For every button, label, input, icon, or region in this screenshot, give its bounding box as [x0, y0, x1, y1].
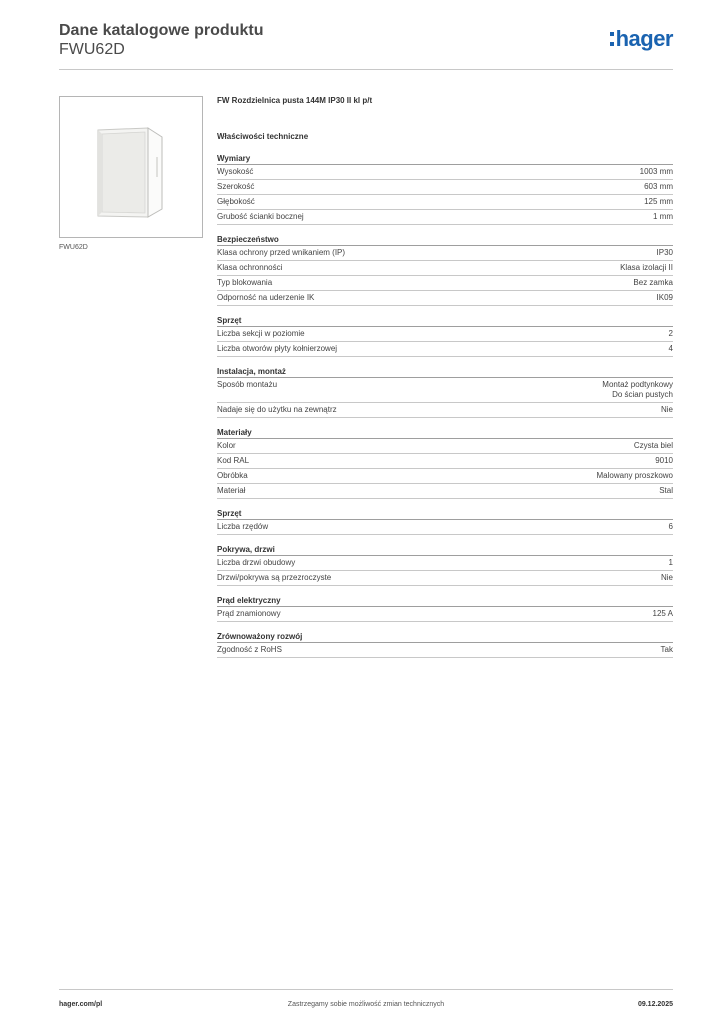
product-code: FWU62D	[59, 41, 125, 58]
spec-label: Kod RAL	[217, 456, 250, 465]
spec-value	[602, 380, 673, 400]
spec-value-line: 2	[668, 329, 673, 338]
spec-row	[217, 291, 673, 306]
spec-value	[661, 573, 673, 583]
spec-value-line: Stal	[659, 486, 673, 495]
product-image	[59, 96, 203, 238]
spec-row	[217, 195, 673, 210]
spec-section	[217, 153, 673, 225]
spec-row	[217, 403, 673, 418]
specs-sections	[217, 153, 673, 658]
spec-value	[669, 522, 673, 532]
spec-section	[217, 631, 673, 658]
spec-value-line: 603 mm	[644, 182, 673, 191]
spec-value-line: IP30	[656, 248, 673, 257]
spec-value	[669, 558, 673, 568]
spec-value	[634, 441, 673, 451]
spec-value-line: Montaż podtynkowy	[602, 380, 673, 389]
spec-value-line: Nie	[660, 405, 673, 414]
spec-value-line: 9010	[655, 456, 673, 465]
spec-label: Liczba drzwi obudowy	[217, 558, 296, 567]
spec-value	[661, 405, 673, 415]
spec-row	[217, 378, 673, 403]
spec-label: Materiał	[217, 486, 246, 495]
spec-row	[217, 484, 673, 499]
spec-value	[669, 344, 673, 354]
spec-value	[644, 197, 673, 207]
spec-value	[661, 645, 673, 655]
spec-row	[217, 571, 673, 586]
spec-row	[217, 180, 673, 195]
cabinet-illustration	[60, 97, 202, 237]
spec-label: Nadaje się do użytku na zewnątrz	[217, 405, 337, 414]
spec-row	[217, 246, 673, 261]
section-title: Bezpieczeństwo	[217, 234, 673, 246]
spec-section	[217, 315, 673, 357]
spec-label: Klasa ochrony przed wnikaniem (IP)	[217, 248, 346, 257]
spec-value	[669, 329, 673, 339]
spec-value-line: Nie	[660, 573, 673, 582]
spec-label: Liczba sekcji w poziomie	[217, 329, 305, 338]
spec-label: Prąd znamionowy	[217, 609, 281, 618]
spec-row	[217, 327, 673, 342]
spec-value	[659, 486, 673, 496]
spec-label: Klasa ochronności	[217, 263, 283, 272]
spec-value	[620, 263, 673, 273]
logo-dots-icon	[610, 32, 614, 46]
spec-label: Szerokość	[217, 182, 255, 191]
section-title: Materiały	[217, 427, 673, 439]
spec-value-line: IK09	[656, 293, 673, 302]
spec-section	[217, 508, 673, 535]
spec-value-line: 4	[668, 344, 673, 353]
spec-row	[217, 165, 673, 180]
spec-label: Liczba otworów płyty kołnierzowej	[217, 344, 338, 353]
spec-row	[217, 556, 673, 571]
spec-label: Drzwi/pokrywa są przezroczyste	[217, 573, 332, 582]
spec-value-line: Malowany proszkowo	[596, 471, 673, 480]
spec-value	[653, 212, 673, 222]
section-title: Instalacja, montaż	[217, 366, 673, 378]
spec-section	[217, 544, 673, 586]
spec-row	[217, 261, 673, 276]
section-title: Prąd elektryczny	[217, 595, 673, 607]
section-title: Sprzęt	[217, 508, 673, 520]
spec-value-line: Czysta biel	[633, 441, 673, 450]
spec-section	[217, 234, 673, 306]
spec-row	[217, 607, 673, 622]
spec-label: Głębokość	[217, 197, 255, 206]
spec-value	[597, 471, 673, 481]
product-details	[217, 96, 673, 667]
spec-value	[657, 248, 673, 258]
spec-label: Wysokość	[217, 167, 254, 176]
spec-label: Odporność na uderzenie IK	[217, 293, 315, 302]
spec-section	[217, 427, 673, 499]
spec-section	[217, 595, 673, 622]
spec-value	[657, 293, 673, 303]
spec-row	[217, 439, 673, 454]
spec-row	[217, 210, 673, 225]
spec-value-line: Tak	[660, 645, 673, 654]
image-caption: FWU62D	[59, 244, 88, 251]
spec-value	[633, 278, 673, 288]
section-title: Wymiary	[217, 153, 673, 165]
section-title: Sprzęt	[217, 315, 673, 327]
spec-label: Kolor	[217, 441, 236, 450]
spec-value-line: Bez zamka	[633, 278, 673, 287]
spec-value-line: Do ścian pustych	[612, 390, 673, 399]
spec-row	[217, 342, 673, 357]
spec-value	[644, 182, 673, 192]
spec-value	[653, 609, 673, 619]
spec-value-line: 1	[668, 558, 673, 567]
spec-row	[217, 469, 673, 484]
logo-text: hager	[615, 26, 673, 51]
spec-value-line: 1 mm	[653, 212, 673, 221]
product-name: FW Rozdzielnica pusta 144M IP30 II kl p/t	[217, 96, 373, 105]
spec-label: Zgodność z RoHS	[217, 645, 282, 654]
spec-value-line: 6	[668, 522, 673, 531]
spec-value-line: 1003 mm	[639, 167, 673, 176]
spec-label: Grubość ścianki bocznej	[217, 212, 304, 221]
spec-row	[217, 276, 673, 291]
spec-label: Obróbka	[217, 471, 248, 480]
document-title: Dane katalogowe produktu	[59, 22, 264, 39]
hager-logo	[610, 26, 673, 52]
spec-value-line: 125 mm	[644, 197, 673, 206]
technical-properties-heading: Właściwości techniczne	[217, 132, 309, 141]
page-footer	[59, 989, 673, 1013]
spec-row	[217, 520, 673, 535]
spec-row	[217, 454, 673, 469]
page-header	[59, 20, 673, 70]
spec-value	[655, 456, 673, 466]
spec-row	[217, 643, 673, 658]
spec-label: Liczba rzędów	[217, 522, 269, 531]
section-title: Pokrywa, drzwi	[217, 544, 673, 556]
spec-value-line: 125 A	[652, 609, 673, 618]
footer-date: 09.12.2025	[637, 1001, 673, 1008]
footer-disclaimer: Zastrzegamy sobie możliwość zmian technicznych	[287, 1001, 445, 1008]
section-title: Zrównoważony rozwój	[217, 631, 673, 643]
spec-section	[217, 366, 673, 418]
spec-value-line: Klasa izolacji II	[620, 263, 673, 272]
spec-label: Sposób montażu	[217, 380, 278, 389]
spec-label: Typ blokowania	[217, 278, 273, 287]
spec-value	[640, 167, 673, 177]
footer-website: hager.com/pl	[59, 1001, 103, 1008]
